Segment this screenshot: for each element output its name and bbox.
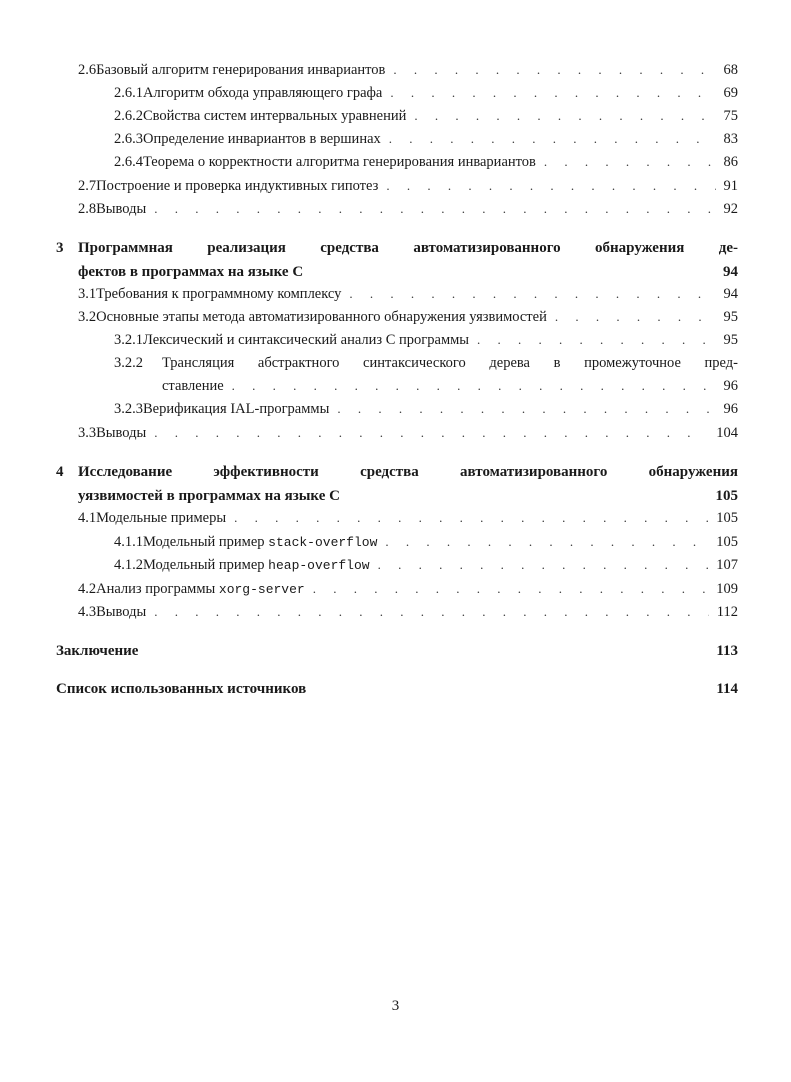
entry-page: 83 (723, 131, 738, 147)
entry-page: 105 (716, 534, 738, 550)
chapter-title-line-1: Программная реализация средства автоматизированного обнаружения де- (78, 240, 738, 256)
toc-entry-3-1[interactable] (78, 284, 738, 304)
toc-entry-3-2[interactable] (78, 307, 738, 327)
toc-entry-2-6-1[interactable] (114, 83, 738, 103)
toc-entry-2-6[interactable] (78, 60, 738, 80)
dot-leader (154, 602, 709, 622)
toc-entry-4-1[interactable] (78, 508, 738, 528)
dot-leader (393, 60, 715, 80)
entry-number: 2.6.2 (114, 108, 143, 124)
entry-number: 3.2.3 (114, 401, 143, 417)
dot-leader (477, 330, 715, 350)
entry-number: 3.1 (78, 286, 97, 302)
chapter-title-line-1: Исследование эффективности средства автоматизированного обнаружения (78, 464, 738, 480)
entry-title: Определение инвариантов в вершинах (143, 131, 381, 147)
entry-page: 96 (723, 378, 738, 394)
entry-number: 2.6.3 (114, 131, 143, 147)
entry-title: Теорема о корректности алгоритма генерирования инвариантов (143, 154, 536, 170)
chapter-number: 4 (56, 464, 64, 480)
entry-number: 2.6 (78, 62, 97, 78)
toc-entry-2-6-2[interactable] (114, 106, 738, 126)
entry-page: 95 (723, 332, 738, 348)
dot-leader (337, 399, 715, 419)
dot-leader (232, 376, 716, 396)
entry-title-text: Модельный пример (143, 557, 265, 573)
entry-page: 107 (716, 557, 738, 573)
entry-title: Базовый алгоритм генерирования инвариантов (96, 62, 386, 78)
toc-conclusion[interactable] (56, 641, 738, 661)
toc-references[interactable] (56, 679, 738, 699)
entry-number: 4.3 (78, 604, 97, 620)
entry-title: Верификация IAL-программы (143, 401, 330, 417)
chapter-page: 105 (715, 488, 738, 504)
dot-leader (544, 152, 716, 172)
entry-title-code: xorg-server (218, 582, 305, 597)
entry-number: 2.8 (78, 201, 97, 217)
entry-title: Требования к программному комплексу (96, 286, 342, 302)
dot-leader (313, 579, 709, 599)
entry-page: 68 (723, 62, 738, 78)
dot-leader (414, 106, 715, 126)
entry-page: 113 (716, 643, 738, 659)
entry-title: Список использованных источников (56, 681, 307, 697)
entry-title-text: Модельный пример (143, 534, 265, 550)
entry-page: 104 (716, 425, 738, 441)
entry-title (143, 555, 370, 576)
dot-leader (390, 83, 715, 103)
entry-number: 4.1.1 (114, 534, 143, 550)
toc-entry-3-2-3[interactable] (114, 399, 738, 419)
toc-entry-2-8[interactable] (78, 199, 738, 219)
entry-page: 105 (716, 510, 738, 526)
entry-page: 96 (723, 401, 738, 417)
entry-number: 3.2.1 (114, 332, 143, 348)
entry-page: 109 (716, 581, 738, 597)
entry-number: 4.1 (78, 510, 97, 526)
dot-leader (378, 555, 709, 575)
entry-title: Алгоритм обхода управляющего графа (143, 85, 383, 101)
toc-entry-3-3[interactable] (78, 423, 738, 443)
entry-title-line-2: ставление (162, 378, 224, 394)
toc-entry-4-2[interactable] (78, 579, 738, 600)
entry-title-line-1: Трансляция абстрактного синтаксического дерева в промежуточное пред- (162, 355, 738, 371)
dot-leader (389, 129, 716, 149)
entry-number: 2.7 (78, 178, 97, 194)
entry-page: 112 (716, 604, 738, 620)
entry-number: 3.2.2 (114, 355, 143, 371)
dot-leader (555, 307, 716, 327)
entry-title: Заключение (56, 643, 139, 659)
entry-title-code: stack-overflow (268, 535, 378, 550)
dot-leader (385, 532, 708, 552)
entry-title: Построение и проверка индуктивных гипотез (96, 178, 379, 194)
entry-title: Модельные примеры (96, 510, 227, 526)
entry-page: 75 (723, 108, 738, 124)
dot-leader (349, 284, 715, 304)
toc-entry-3-2-1[interactable] (114, 330, 738, 350)
entry-number: 3.2 (78, 309, 97, 325)
entry-number: 2.6.1 (114, 85, 143, 101)
entry-line-1 (114, 353, 738, 373)
entry-number: 3.3 (78, 425, 97, 441)
dot-leader (234, 508, 708, 528)
entry-title (143, 532, 377, 553)
entry-number: 2.6.4 (114, 154, 143, 170)
entry-title: Выводы (96, 425, 147, 441)
entry-page: 92 (723, 201, 738, 217)
chapter-page: 94 (723, 264, 738, 280)
entry-title (96, 579, 305, 600)
entry-page: 69 (723, 85, 738, 101)
toc-entry-4-3[interactable] (78, 602, 738, 622)
dot-leader (154, 199, 715, 219)
entry-page: 91 (723, 178, 738, 194)
toc-entry-4-1-2[interactable] (114, 555, 738, 576)
chapter-title-line-2: фектов в программах на языке C (78, 264, 304, 280)
chapter-title-line-2: уязвимостей в программах на языке C (78, 488, 340, 504)
entry-title-code: heap-overflow (268, 558, 370, 573)
entry-title: Выводы (96, 201, 147, 217)
entry-title: Свойства систем интервальных уравнений (143, 108, 407, 124)
toc-entry-2-6-4[interactable] (114, 152, 738, 172)
chapter-number: 3 (56, 240, 64, 256)
dot-leader (386, 176, 715, 196)
entry-number: 4.2 (78, 581, 97, 597)
entry-page: 86 (723, 154, 738, 170)
toc-entry-2-7[interactable] (78, 176, 738, 196)
dot-leader (154, 423, 708, 443)
entry-page: 95 (723, 309, 738, 325)
toc-entry-4-1-1[interactable] (114, 532, 738, 553)
entry-number: 4.1.2 (114, 557, 143, 573)
toc-entry-2-6-3[interactable] (114, 129, 738, 149)
entry-title: Лексический и синтаксический анализ C программы (143, 332, 470, 348)
entry-title: Выводы (96, 604, 147, 620)
entry-line-2 (162, 376, 738, 396)
entry-title-text: Анализ программы (96, 581, 216, 597)
entry-page: 94 (723, 286, 738, 302)
entry-page: 114 (716, 681, 738, 697)
entry-title: Основные этапы метода автоматизированного обнаружения уязвимостей (96, 309, 547, 325)
page-number: 3 (391, 998, 400, 1014)
